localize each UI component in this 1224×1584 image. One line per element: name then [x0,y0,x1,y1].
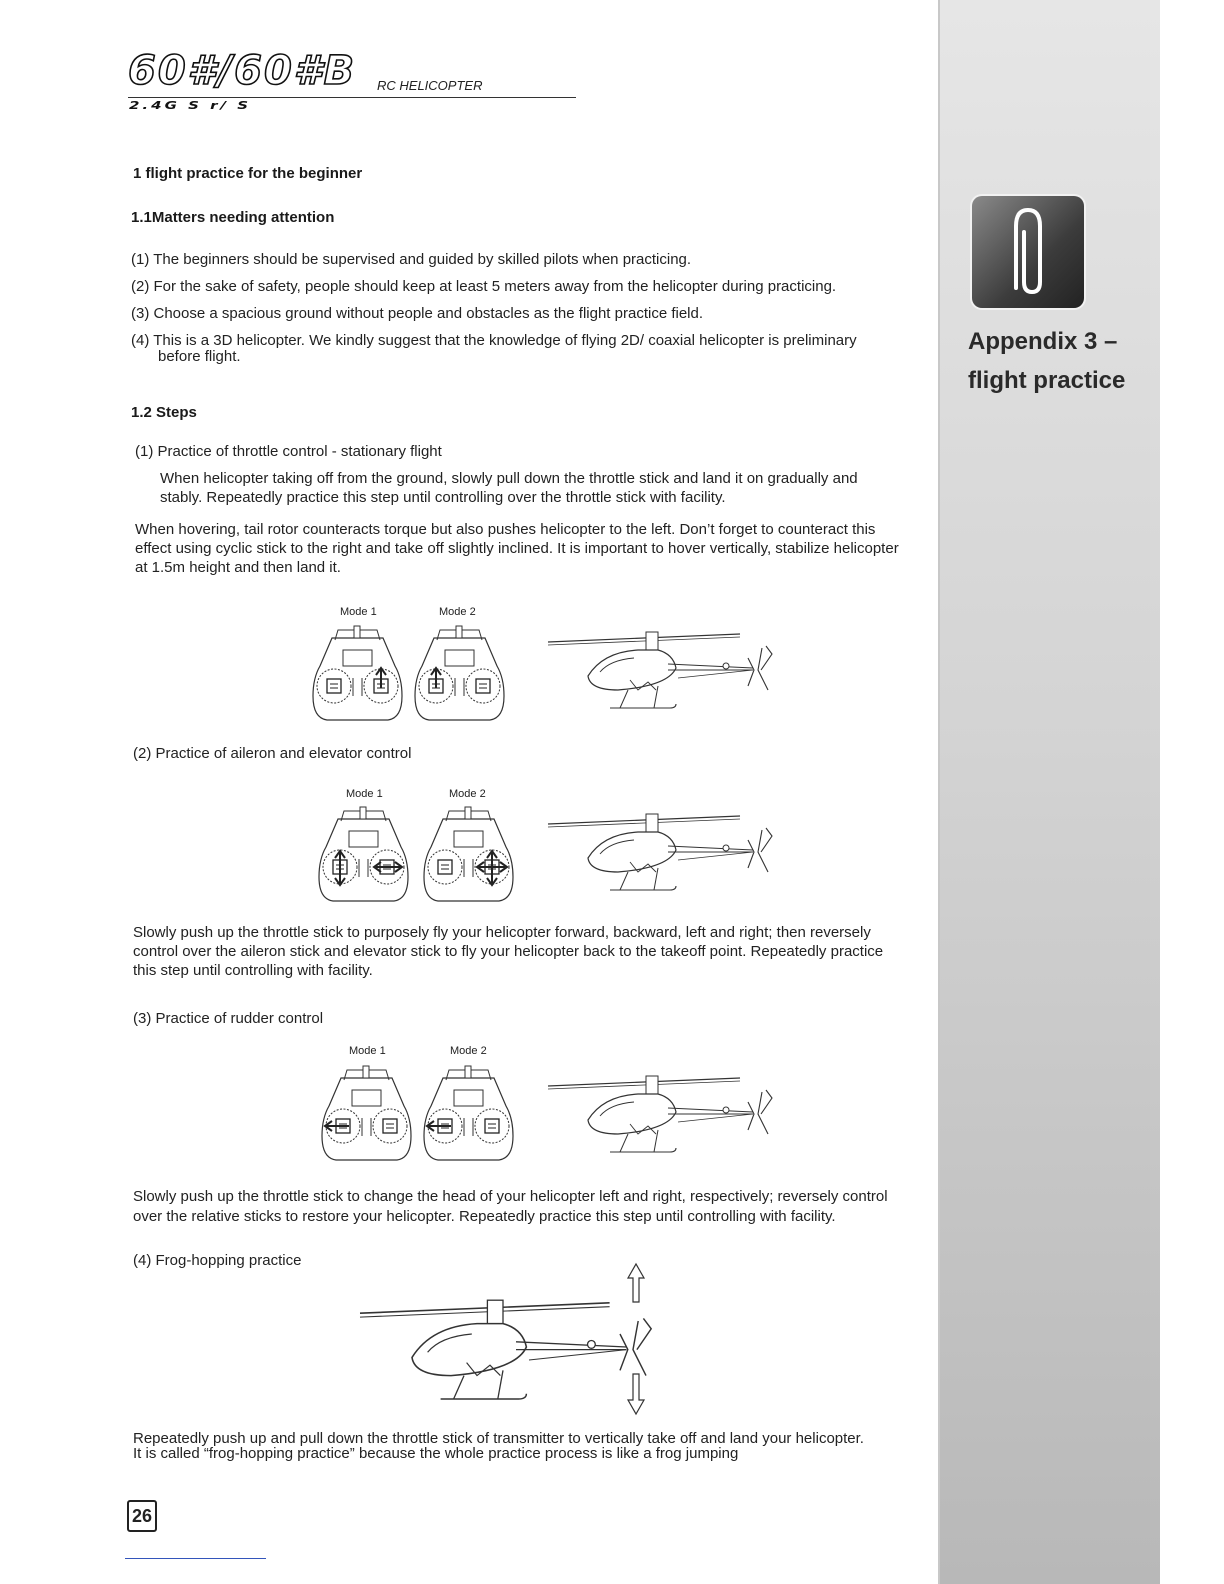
header-divider [128,97,576,98]
hover-text-line3: at 1.5m height and then land it. [135,559,341,576]
figure2-mode1-label: Mode 1 [346,788,383,800]
down-arrow-icon [626,1372,646,1416]
appendix-title [968,322,1148,400]
attention-item-2: (2) For the sake of safety, people should keep at least 5 meters away from the helicopter during practicing. [131,278,837,295]
step3-title: (3) Practice of rudder control [133,1010,324,1027]
figure1-mode2-label: Mode 2 [439,606,476,618]
transmitter-mode2-icon [421,807,516,902]
figure3-mode1-label: Mode 1 [349,1045,386,1057]
step1-text-line2: stably. Repeatedly practice this step until controlling over the throttle stick with facility. [160,489,726,506]
step2-text-line1: Slowly push up the throttle stick to purposely fly your helicopter forward, backward, left and right; then reversely [133,924,871,941]
transmitter-mode1-icon [316,807,411,902]
up-arrow-icon [626,1262,646,1306]
transmitter-mode2-icon [421,1066,516,1161]
helicopter-illustration [548,810,778,900]
helicopter-illustration-large [360,1295,660,1412]
transmitter-mode2-icon [412,626,507,721]
helicopter-illustration [548,1072,778,1162]
section-heading: 1 flight practice for the beginner [133,165,363,182]
step1-text-line1: When helicopter taking off from the ground, slowly pull down the throttle stick and land it on gradually and [160,470,858,487]
hover-text-line2: effect using cyclic stick to the right and take off slightly inclined. It is important to hover vertically, stabilize helicopter [135,540,899,557]
step4-text-line2: It is called “frog-hopping practice” because the whole practice process is like a frog jumping [133,1445,739,1462]
attention-item-1: (1) The beginners should be supervised and guided by skilled pilots when practicing. [131,251,692,268]
transmitter-mode1-icon [319,1066,414,1161]
figure2-mode2-label: Mode 2 [449,788,486,800]
subsection-heading-attention: 1.1Matters needing attention [131,209,335,226]
model-logo: 60#/60#B [128,48,357,94]
header-subtitle: RC HELICOPTER [377,78,483,93]
appendix-title-line1: Appendix 3 – [968,328,1118,355]
step3-text-line1: Slowly push up the throttle stick to change the head of your helicopter left and right, respectively; reversely control [133,1188,888,1205]
step4-title: (4) Frog-hopping practice [133,1252,302,1269]
footer-rule [125,1558,266,1559]
step4-text-line1: Repeatedly push up and pull down the throttle stick of transmitter to vertically take off and land your helicopter. [133,1430,864,1447]
subsection-heading-steps: 1.2 Steps [131,404,197,421]
figure1-mode1-label: Mode 1 [340,606,377,618]
step2-title: (2) Practice of aileron and elevator control [133,745,412,762]
step2-text-line2: control over the aileron stick and elevator stick to fly your helicopter back to the takeoff point. Repeatedly practice [133,943,884,960]
hover-text-line1: When hovering, tail rotor counteracts torque but also pushes helicopter to the left. Don’t forget to counteract this [135,521,876,538]
appendix-title-line2: flight practice [968,367,1126,394]
attention-item-4: (4) This is a 3D helicopter. We kindly suggest that the knowledge of flying 2D/ coaxial helicopter is preliminary [131,332,857,349]
step3-text-line2: over the relative sticks to restore your helicopter. Repeatedly practice this step until controlling with facility. [133,1208,836,1225]
step1-title: (1) Practice of throttle control - stationary flight [135,443,442,460]
attention-item-3: (3) Choose a spacious ground without people and obstacles as the flight practice field. [131,305,704,322]
helicopter-illustration [548,628,778,718]
header-series: 2.4G S r/ S [129,99,252,112]
page-number: 26 [127,1500,157,1532]
paperclip-icon [972,196,1084,308]
attention-item-4-cont: before flight. [158,348,241,365]
figure3-mode2-label: Mode 2 [450,1045,487,1057]
step2-text-line3: this step until controlling with facility. [133,962,373,979]
transmitter-mode1-icon [310,626,405,721]
